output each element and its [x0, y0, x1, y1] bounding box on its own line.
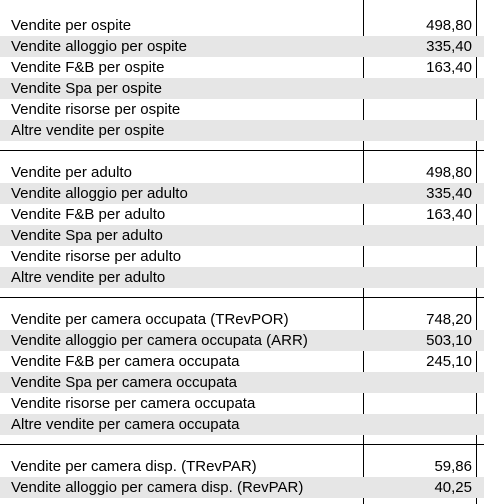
row-label: Vendite risorse per adulto: [11, 248, 182, 265]
row-label: Altre vendite per ospite: [11, 122, 165, 139]
table-row: [0, 78, 484, 99]
row-value: 748,20: [426, 311, 472, 328]
table-row: [0, 57, 484, 78]
section-separator: [0, 288, 484, 309]
row-label: Vendite F&B per ospite: [11, 59, 165, 76]
row-label: Vendite F&B per adulto: [11, 206, 166, 223]
divider: [0, 297, 484, 298]
row-value: 163,40: [426, 206, 472, 223]
row-label: Vendite per camera disp. (TRevPAR): [11, 458, 257, 475]
table-row: [0, 456, 484, 477]
row-value: 335,40: [426, 38, 472, 55]
row-value: 498,80: [426, 164, 472, 181]
row-label: Vendite alloggio per adulto: [11, 185, 188, 202]
row-label: Vendite per ospite: [11, 17, 132, 34]
row-label: Vendite Spa per camera occupata: [11, 374, 237, 391]
table-row: [0, 246, 484, 267]
row-label: Vendite F&B per camera occupata: [11, 353, 240, 370]
table-row: [0, 372, 484, 393]
row-label: Altre vendite per adulto: [11, 269, 166, 286]
table-row: [0, 267, 484, 288]
table-row: [0, 120, 484, 141]
table-row: [0, 351, 484, 372]
row-value: 245,10: [426, 353, 472, 370]
row-label: Altre vendite per camera occupata: [11, 416, 240, 433]
table-row: [0, 225, 484, 246]
row-value: 335,40: [426, 185, 472, 202]
table-row: [0, 330, 484, 351]
row-label: Vendite risorse per camera occupata: [11, 395, 256, 412]
row-label: Vendite risorse per ospite: [11, 101, 181, 118]
table-row: [0, 414, 484, 435]
row-label: Vendite alloggio per camera occupata (ARR): [11, 332, 308, 349]
section-separator: [0, 141, 484, 162]
row-value: 40,25: [434, 479, 472, 496]
row-value: 59,86: [434, 458, 472, 475]
row-value: 498,80: [426, 17, 472, 34]
row-value: 503,10: [426, 332, 472, 349]
row-label: Vendite alloggio per camera disp. (RevPAR): [11, 479, 304, 496]
table-row: [0, 36, 484, 57]
table-row: [0, 99, 484, 120]
table-row: [0, 15, 484, 36]
section-separator: [0, 435, 484, 456]
table-row: [0, 162, 484, 183]
row-label: Vendite Spa per ospite: [11, 80, 162, 97]
divider: [0, 150, 484, 151]
row-label: Vendite per camera occupata (TRevPOR): [11, 311, 289, 328]
row-value: 163,40: [426, 59, 472, 76]
table-row: [0, 393, 484, 414]
row-label: Vendite alloggio per ospite: [11, 38, 187, 55]
divider: [0, 444, 484, 445]
table-row: [0, 183, 484, 204]
table-row: [0, 309, 484, 330]
row-label: Vendite per adulto: [11, 164, 132, 181]
table-row: [0, 204, 484, 225]
row-label: Vendite Spa per adulto: [11, 227, 163, 244]
table-row: [0, 477, 484, 498]
